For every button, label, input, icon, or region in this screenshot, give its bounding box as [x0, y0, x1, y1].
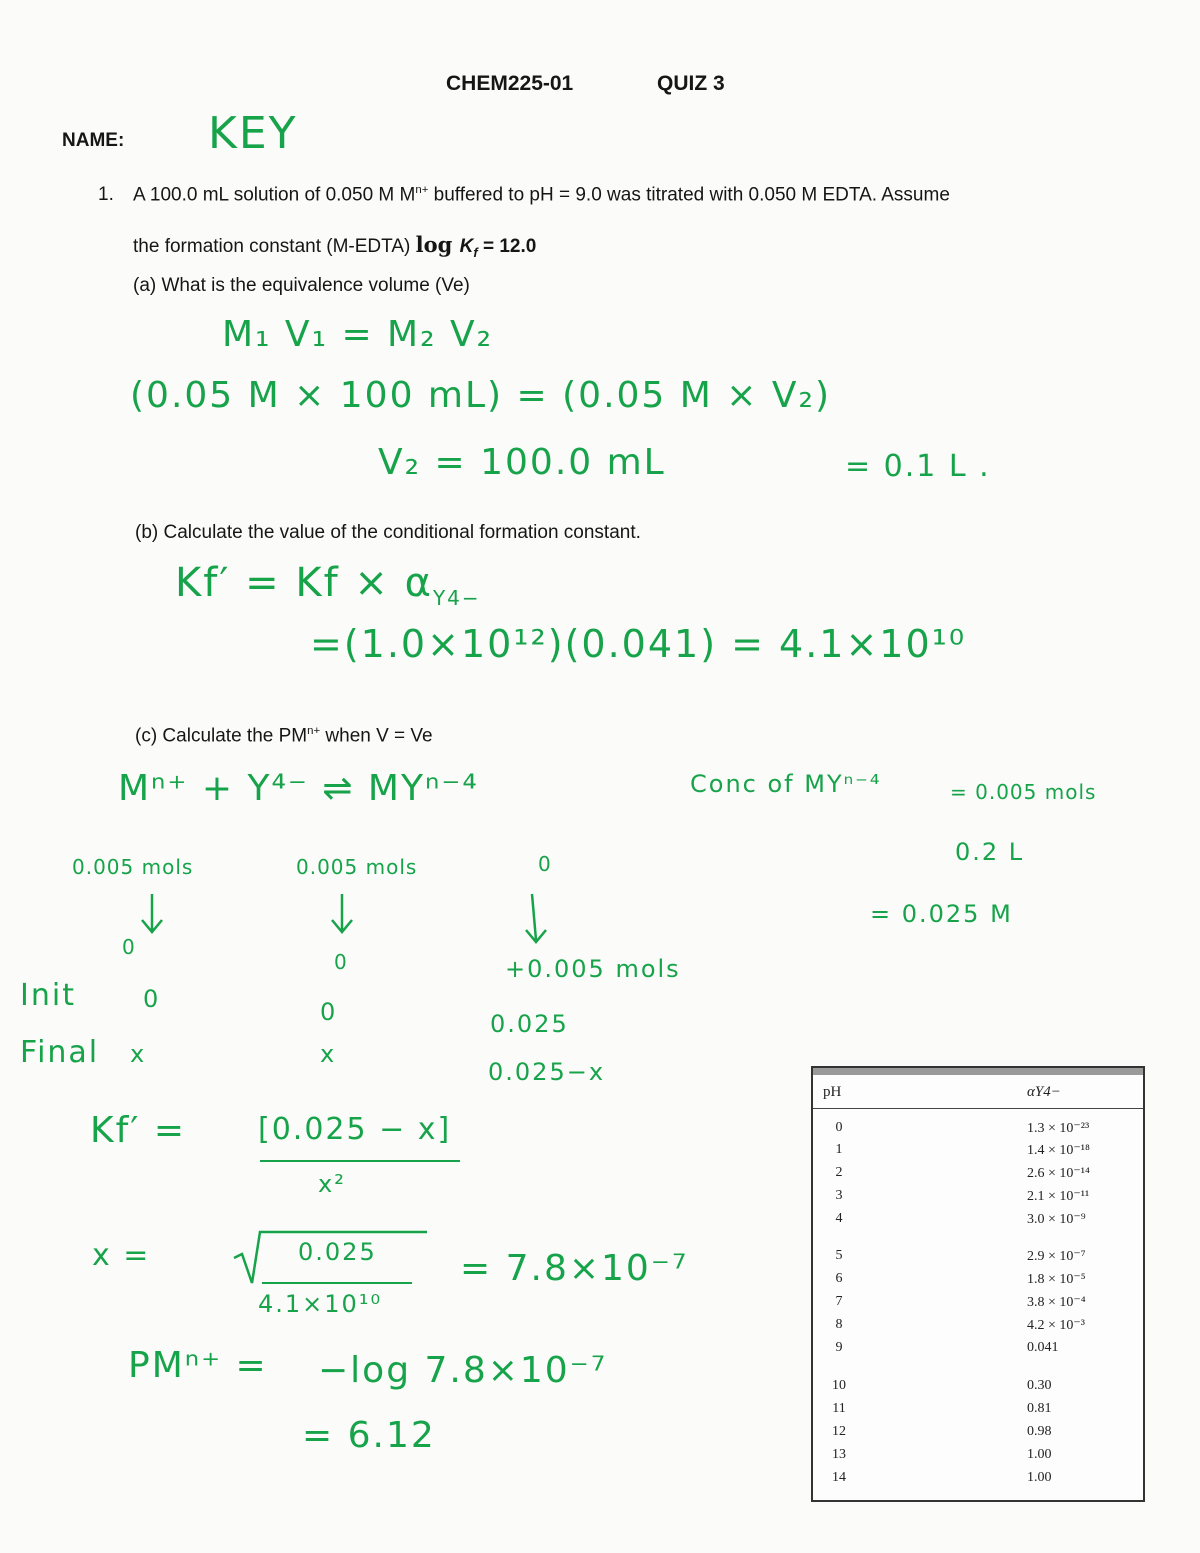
init-m: 0	[143, 985, 161, 1013]
init-y: 0	[320, 998, 338, 1026]
answer-b-line-1-text: Kf′ = Kf × α	[175, 560, 433, 606]
alpha-table	[811, 1066, 1145, 1502]
table-cell-ph: 12	[832, 1424, 846, 1439]
x-fraction-bar	[262, 1282, 412, 1284]
kf-prime-numerator: [0.025 − x]	[258, 1112, 452, 1147]
part-c-pre: (c) Calculate the PM	[135, 725, 308, 747]
quiz-title: QUIZ 3	[657, 72, 725, 95]
table-cell-alpha: 1.4 × 10⁻¹⁸	[1027, 1143, 1090, 1158]
kf-prime-denominator: x²	[318, 1170, 346, 1198]
part-c-sup: n+	[307, 725, 321, 737]
y-initial-moles: 0.005 mols	[296, 855, 418, 879]
pm-result: = 6.12	[302, 1415, 436, 1456]
table-cell-alpha: 2.9 × 10⁻⁷	[1027, 1249, 1086, 1264]
x-result: = 7.8×10⁻⁷	[460, 1248, 689, 1289]
question-line-2-pre: the formation constant (M-EDTA)	[133, 236, 416, 257]
table-cell-alpha: 0.041	[1027, 1340, 1059, 1355]
course-code: CHEM225-01	[446, 72, 574, 95]
table-top-bar	[813, 1068, 1143, 1075]
conc-label: Conc of MYⁿ⁻⁴	[690, 770, 882, 798]
reaction-equation: Mⁿ⁺ + Y⁴⁻ ⇌ MYⁿ⁻⁴	[118, 768, 479, 809]
conc-denominator: 0.2 L	[955, 838, 1025, 866]
question-line-1-post: buffered to pH = 9.0 was titrated with 0.050 M EDTA. Assume	[428, 184, 950, 206]
arrow-icons	[142, 894, 546, 942]
pm-rhs: −log 7.8×10⁻⁷	[318, 1350, 608, 1391]
table-cell-ph: 2	[835, 1165, 843, 1180]
k-subscript: f	[473, 244, 478, 260]
name-value: KEY	[208, 108, 298, 159]
answer-a-line-2: (0.05 M × 100 mL) = (0.05 M × V₂)	[130, 375, 831, 416]
table-cell-ph: 3	[835, 1188, 843, 1203]
change-arrows	[100, 890, 600, 960]
table-cell-alpha: 4.2 × 10⁻³	[1027, 1318, 1085, 1333]
my-arrow-value: +0.005 mols	[505, 955, 681, 983]
table-header-alpha: αY4−	[1027, 1084, 1061, 1100]
x-lhs: x =	[92, 1238, 151, 1273]
answer-b-line-2: =(1.0×10¹²)(0.041) = 4.1×10¹⁰	[310, 622, 967, 666]
table-header-rule	[813, 1108, 1143, 1109]
table-cell-ph: 8	[835, 1317, 843, 1332]
table-cell-ph: 11	[832, 1401, 846, 1416]
y-arrow-value: 0	[334, 950, 349, 974]
table-cell-ph: 7	[835, 1294, 843, 1309]
pm-lhs: PMⁿ⁺ =	[128, 1345, 268, 1386]
name-label: NAME:	[62, 130, 125, 151]
table-cell-alpha: 1.00	[1027, 1470, 1052, 1485]
question-line-2	[133, 232, 536, 260]
table-cell-ph: 10	[832, 1378, 846, 1393]
table-cell-alpha: 2.6 × 10⁻¹⁴	[1027, 1166, 1090, 1181]
answer-a-liters: = 0.1 L .	[845, 449, 991, 484]
log-word: log	[415, 232, 460, 257]
down-arrow-icon	[332, 894, 352, 932]
part-c-prompt	[135, 725, 433, 747]
table-cell-alpha: 0.81	[1027, 1401, 1052, 1416]
table-cell-alpha: 1.3 × 10⁻²³	[1027, 1121, 1090, 1136]
table-cell-ph: 4	[835, 1211, 843, 1226]
part-a-prompt: (a) What is the equivalence volume (Ve)	[133, 275, 470, 296]
table-cell-ph: 6	[835, 1271, 843, 1286]
answer-a-line-3: V₂ = 100.0 mL	[378, 442, 666, 483]
table-cell-alpha: 3.0 × 10⁻⁹	[1027, 1212, 1086, 1227]
log-kf-value: = 12.0	[477, 236, 537, 257]
k-symbol: K	[459, 236, 474, 257]
conc-result: = 0.025 M	[870, 900, 1013, 928]
table-cell-alpha: 1.00	[1027, 1447, 1052, 1462]
table-header-ph: pH	[823, 1084, 842, 1100]
table-cell-alpha: 2.1 × 10⁻¹¹	[1027, 1189, 1090, 1204]
x-denominator: 4.1×10¹⁰	[258, 1290, 383, 1318]
table-cell-ph: 9	[835, 1340, 843, 1355]
final-y: x	[320, 1040, 337, 1068]
table-cell-alpha: 0.30	[1027, 1378, 1052, 1393]
init-row-label: Init	[20, 978, 76, 1013]
table-cell-ph: 13	[832, 1447, 846, 1462]
question-number: 1.	[98, 184, 114, 205]
m-arrow-value: 0	[122, 935, 137, 959]
final-row-label: Final	[20, 1035, 100, 1070]
init-my: 0.025	[490, 1010, 569, 1038]
answer-a-line-1: M₁ V₁ = M₂ V₂	[222, 314, 494, 355]
my-initial-moles: 0	[538, 852, 553, 876]
table-cell-alpha: 0.98	[1027, 1424, 1052, 1439]
question-line-1-pre: A 100.0 mL solution of 0.050 M M	[133, 184, 416, 206]
answer-b-line-1	[175, 560, 481, 610]
table-cell-alpha: 3.8 × 10⁻⁴	[1027, 1295, 1086, 1310]
conc-numerator: = 0.005 mols	[950, 780, 1097, 804]
final-my: 0.025−x	[488, 1058, 606, 1086]
m-initial-moles: 0.005 mols	[72, 855, 194, 879]
kf-prime-lhs: Kf′ =	[90, 1110, 187, 1151]
part-b-prompt: (b) Calculate the value of the conditional formation constant.	[135, 522, 641, 543]
question-line-1-sup: n+	[415, 184, 429, 196]
table-cell-ph: 0	[835, 1120, 843, 1135]
table-cell-ph: 14	[832, 1470, 846, 1485]
question-line-1	[133, 184, 950, 206]
x-numerator: 0.025	[298, 1238, 377, 1266]
final-m: x	[130, 1040, 147, 1068]
kf-fraction-bar	[260, 1160, 460, 1162]
part-c-post: when V = Ve	[320, 725, 433, 747]
down-arrow-icon	[526, 894, 546, 942]
down-arrow-icon	[142, 894, 162, 932]
table-cell-alpha: 1.8 × 10⁻⁵	[1027, 1272, 1086, 1287]
answer-b-alpha-sub: Y4−	[432, 586, 481, 610]
table-cell-ph: 1	[835, 1142, 843, 1157]
table-cell-ph: 5	[835, 1248, 843, 1263]
